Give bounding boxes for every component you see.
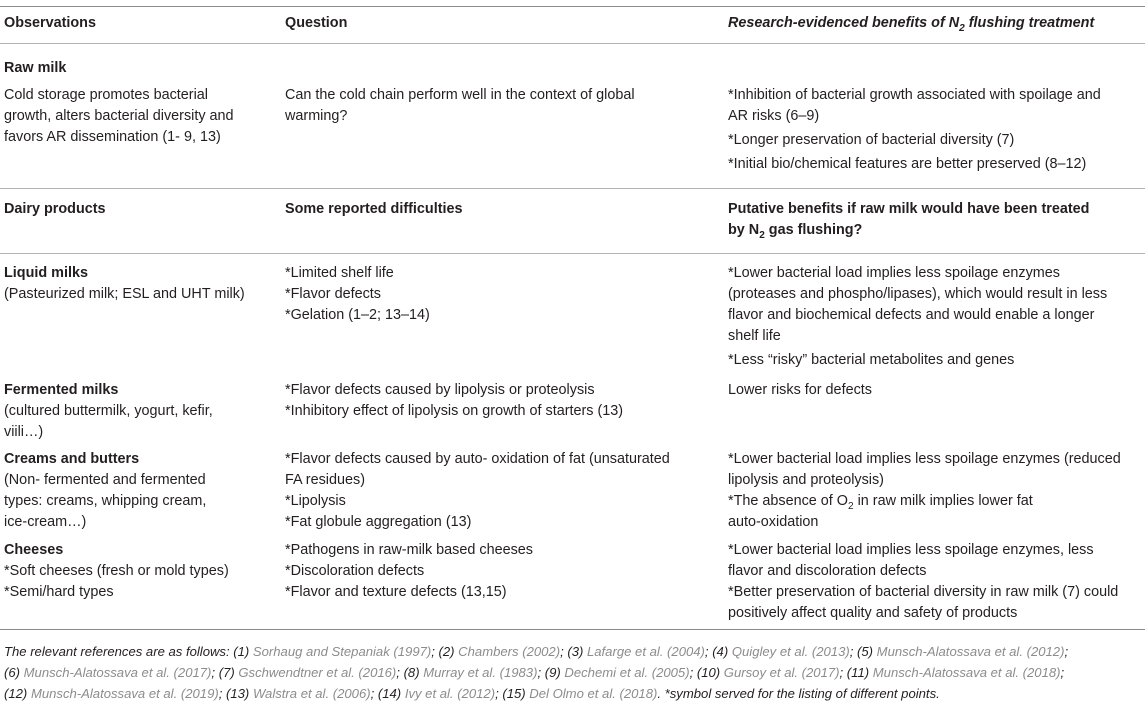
fermented-milks-benefits: Lower risks for defects: [728, 382, 872, 398]
fermented-milks-label: Fermented milks (cultured buttermilk, yogurt, kefir, viili…): [4, 382, 213, 440]
header-question: Question: [285, 15, 348, 31]
ref-4: (4) Quigley et al. (2013);: [712, 644, 858, 659]
ref-8: (8) Murray et al. (1983);: [403, 665, 545, 680]
ref-13: (13) Walstra et al. (2006);: [226, 686, 378, 701]
header-putative-benefits: Putative benefits if raw milk would have been treated by $N_2$ gas flushing?: [728, 201, 1090, 241]
cheeses-difficulties: *Pathogens in raw-milk based cheeses *Discoloration defects *Flavor and texture defects (13,15): [285, 542, 533, 600]
header2-rule: [0, 253, 1145, 254]
ref-15: (15) Del Olmo et al. (2018).: [502, 686, 665, 701]
ref-12: (12) Munsch-Alatossava et al. (2019);: [4, 686, 226, 701]
liquid-milks-difficulties: *Limited shelf life *Flavor defects *Gelation (1–2; 13–14): [285, 265, 430, 323]
raw-milk-benefits: *Inhibition of bacterial growth associated with spoilage and AR risks (6–9) *Longer preservation of bacterial diversity (7) *Initial bio/chemical features are better preserved (8–12): [728, 87, 1101, 172]
ref-11: (11) Munsch-Alatossava et al. (2018);: [846, 665, 1065, 680]
creams-butters-difficulties: *Flavor defects caused by auto- oxidation of fat (unsaturated FA residues) *Lipolysis *Fat globule aggregation (13): [285, 451, 670, 530]
header-rule: [0, 43, 1145, 44]
footnote-closing: *symbol served for the listing of different points.: [664, 686, 940, 701]
liquid-milks-benefits: *Lower bacterial load implies less spoilage enzymes (proteases and phospho/lipases), which would result in less flavor and biochemical defects and would enable a longer shelf life *Less “risky” bacterial metabolites and genes: [728, 265, 1108, 368]
liquid-milks-label: Liquid milks (Pasteurized milk; ESL and UHT milk): [4, 265, 245, 302]
table-footnote: The relevant references are as follows: (1) Sorhaug and Stepaniak (1997); (2) Chambers (2002); (3) Lafarge et al. (2004); (4) Quigley et al. (2013); (5) Munsch-Alatossava et al. (2012); (6) Munsch-Alatossava et al. (2017); (7) Gschwendtner et al. (2016); (8) Murray et al. (1983); (9) Dechemi et al. (2005); (10) Gursoy et al. (2017); (11) Munsch-Alatossava et al. (2018); (12) Munsch-Alatossava et al. (2019); (13) Walstra et al. (2006); (14) Ivy et al. (2012); (15) Del Olmo et al. (2018). *symbol served for the listing of different points.: [4, 644, 1069, 701]
ref-6: (6) Munsch-Alatossava et al. (2017);: [4, 665, 219, 680]
ref-2: (2) Chambers (2002);: [438, 644, 568, 659]
table-top-rule: [0, 6, 1145, 7]
table-bottom-rule: [0, 629, 1145, 630]
ref-14: (14) Ivy et al. (2012);: [377, 686, 503, 701]
section-rule: [0, 188, 1145, 189]
header-benefits: Research-evidenced benefits of $N_2$ flushing treatment: [728, 15, 1095, 34]
header-dairy-products: Dairy products: [4, 201, 106, 217]
ref-9: (9) Dechemi et al. (2005);: [544, 665, 697, 680]
creams-butters-label: Creams and butters (Non- fermented and fermented types: creams, whipping cream, ice-cream…): [4, 451, 207, 530]
raw-milk-title: Raw milk: [4, 60, 67, 76]
creams-butters-benefits: *Lower bacterial load implies less spoilage enzymes (reduced lipolysis and proteolysis) *The absence of $O_2$ in raw milk implies lower fat auto-oxidation: [728, 451, 1121, 530]
fermented-milks-difficulties: *Flavor defects caused by lipolysis or proteolysis *Inhibitory effect of lipolysis on growth of starters (13): [285, 382, 624, 419]
ref-1: (1) Sorhaug and Stepaniak (1997);: [233, 644, 439, 659]
ref-5: (5) Munsch-Alatossava et al. (2012);: [857, 644, 1069, 659]
ref-3: (3) Lafarge et al. (2004);: [567, 644, 713, 659]
header-difficulties: Some reported difficulties: [285, 201, 463, 217]
cheeses-label: Cheeses *Soft cheeses (fresh or mold types) *Semi/hard types: [4, 542, 229, 600]
ref-7: (7) Gschwendtner et al. (2016);: [218, 665, 404, 680]
ref-10: (10) Gursoy et al. (2017);: [696, 665, 847, 680]
cheeses-benefits: *Lower bacterial load implies less spoilage enzymes, less flavor and discoloration defects *Better preservation of bacterial diversity in raw milk (7) could positively affect quality and safety of products: [728, 542, 1119, 621]
raw-milk-observation: Cold storage promotes bacterial growth, alters bacterial diversity and favors AR dissemination (1- 9, 13): [4, 87, 234, 145]
header-observations: Observations: [4, 15, 96, 31]
raw-milk-question: Can the cold chain perform well in the context of global warming?: [285, 87, 635, 124]
